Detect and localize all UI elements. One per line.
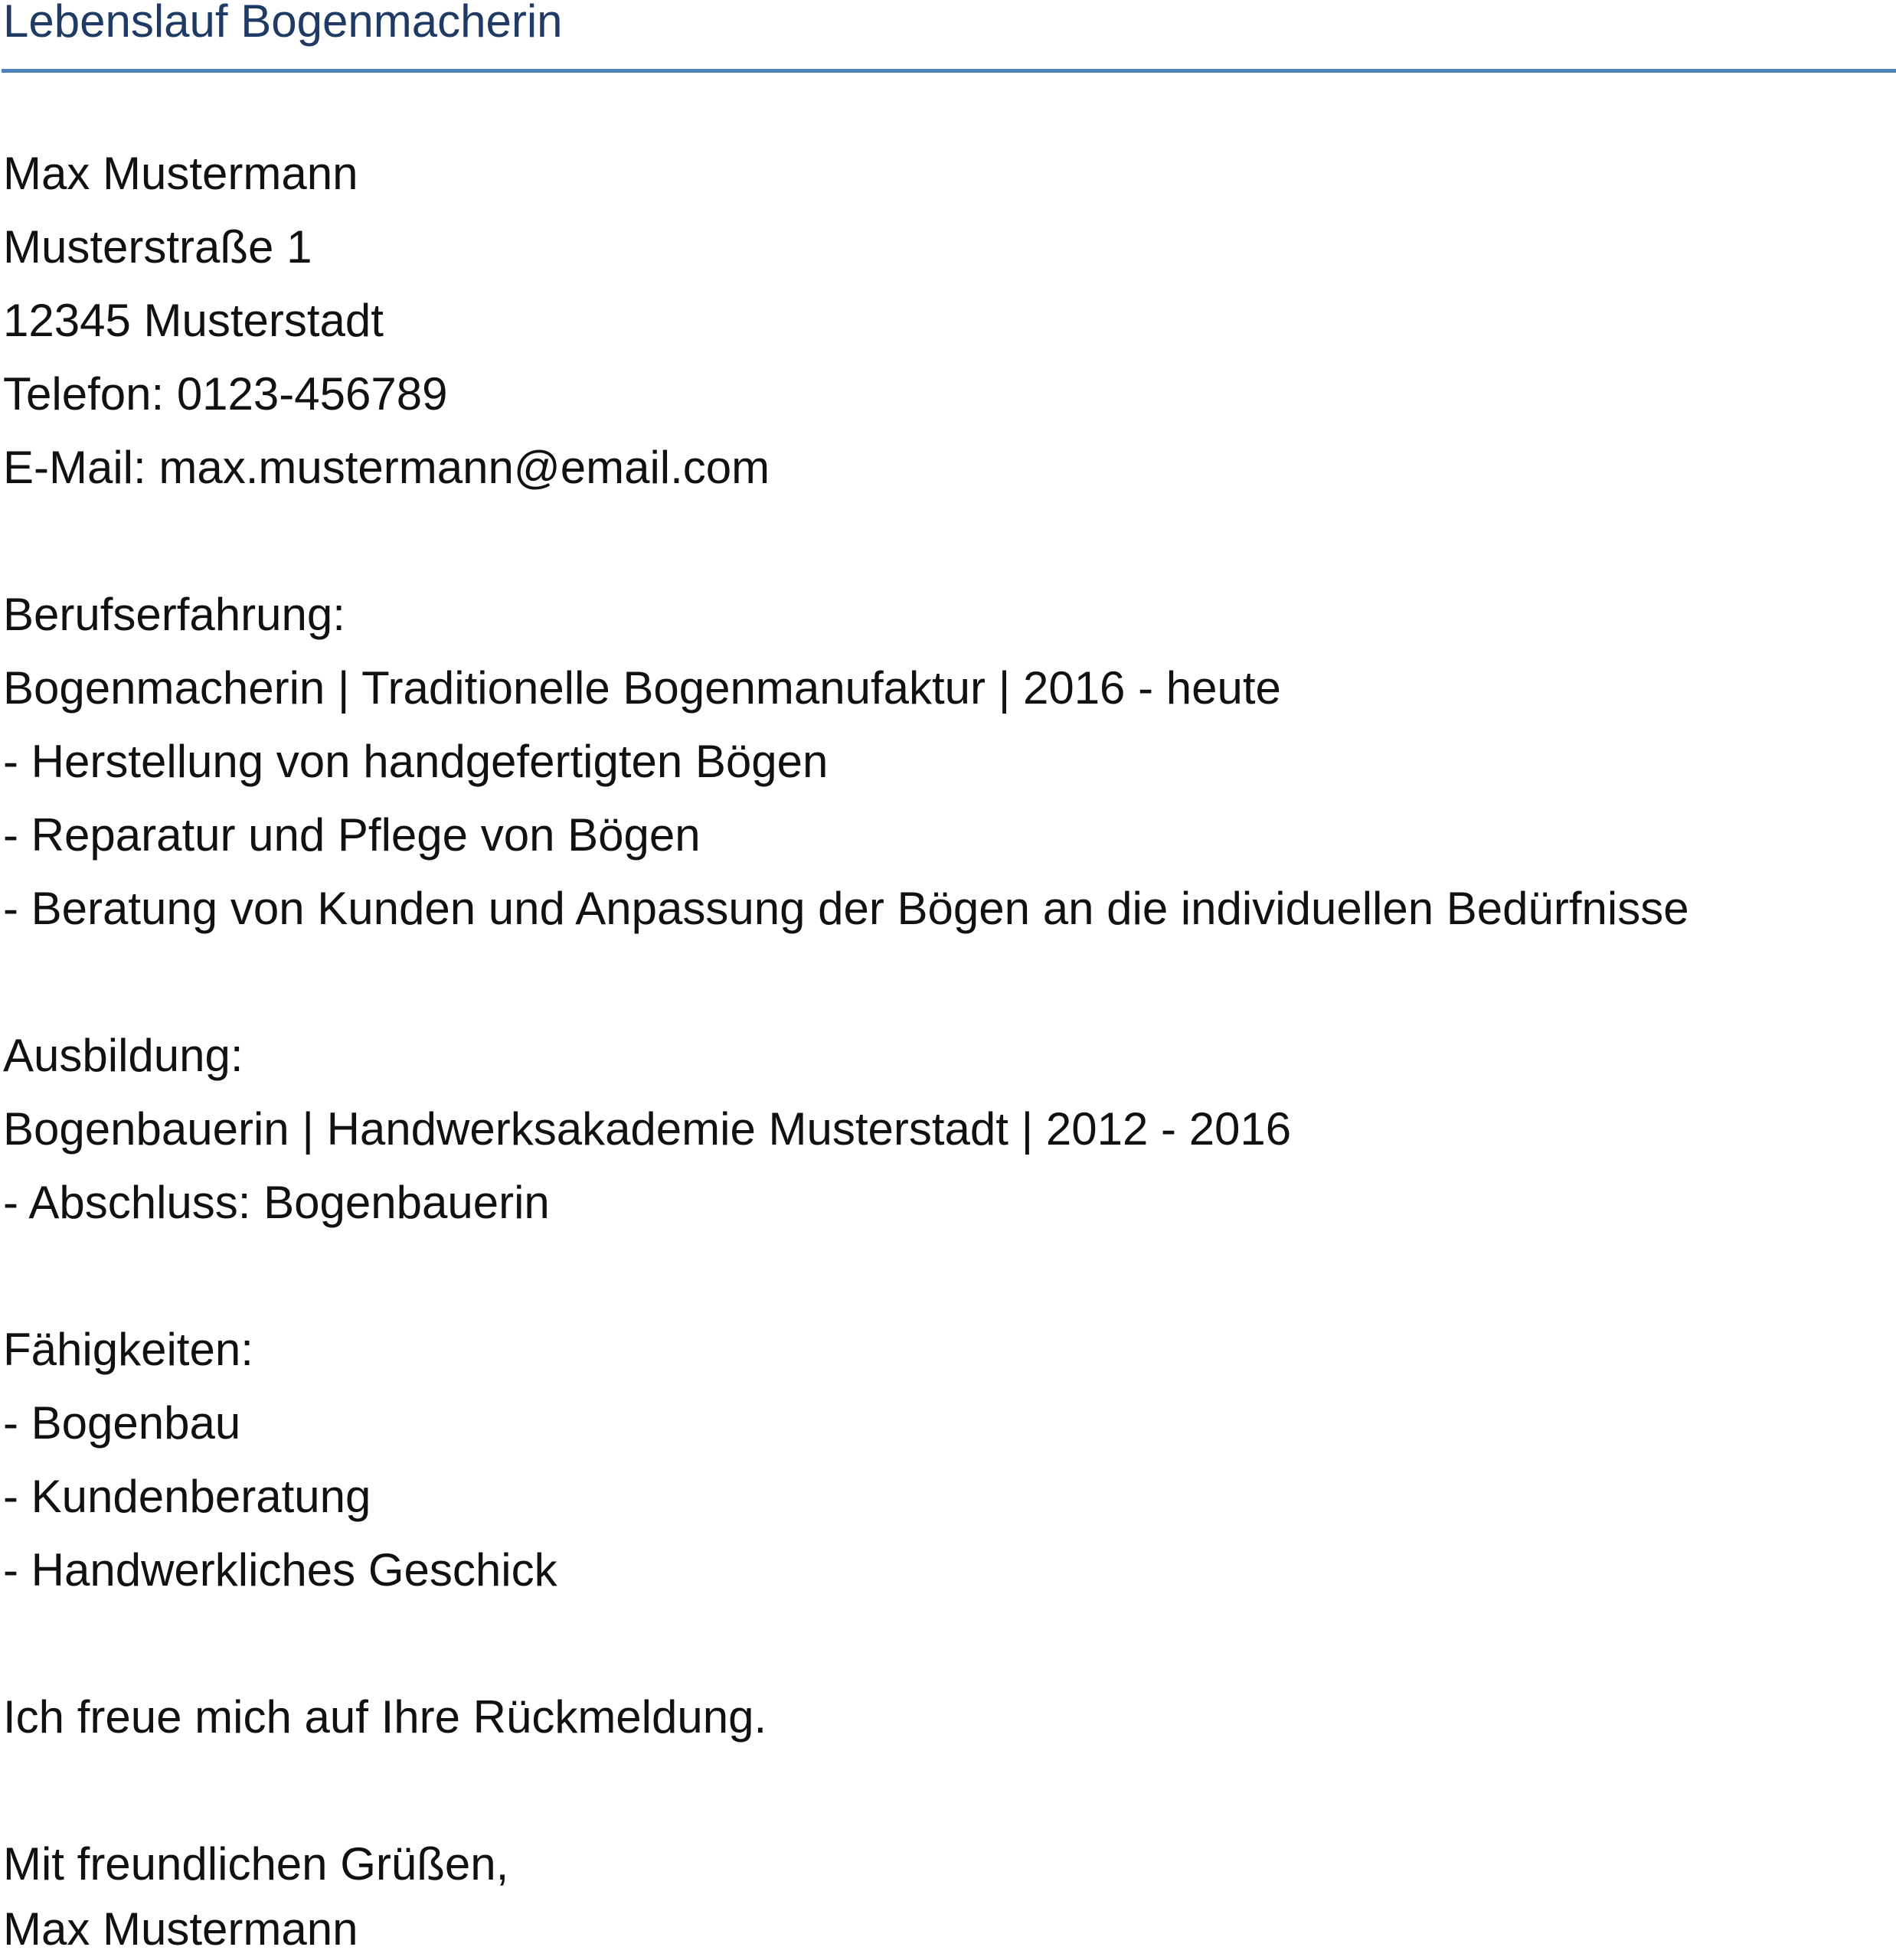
closing-sentence: Ich freue mich auf Ihre Rückmeldung. (3, 1691, 767, 1743)
document-title: Lebenslauf Bogenmacherin (3, 0, 563, 47)
closing-greeting: Mit freundlichen Grüßen, (3, 1838, 509, 1890)
education-item: - Abschluss: Bogenbauerin (3, 1177, 550, 1228)
contact-email: E-Mail: max.mustermann@email.com (3, 442, 770, 493)
skill-item: - Handwerkliches Geschick (3, 1544, 557, 1596)
skills-heading: Fähigkeiten: (3, 1324, 253, 1375)
contact-phone: Telefon: 0123-456789 (3, 368, 448, 420)
experience-item: - Beratung von Kunden und Anpassung der Bögen an die individuellen Bedürfnisse (3, 883, 1689, 934)
experience-item: - Reparatur und Pflege von Bögen (3, 809, 701, 861)
contact-street: Musterstraße 1 (3, 221, 312, 273)
signature-name: Max Mustermann (3, 1903, 358, 1955)
education-heading: Ausbildung: (3, 1030, 244, 1081)
experience-position: Bogenmacherin | Traditionelle Bogenmanufaktur | 2016 - heute (3, 662, 1281, 714)
contact-city: 12345 Musterstadt (3, 295, 384, 346)
experience-heading: Berufserfahrung: (3, 589, 345, 640)
title-underline (2, 69, 1896, 73)
contact-name: Max Mustermann (3, 148, 358, 199)
experience-item: - Herstellung von handgefertigten Bögen (3, 736, 829, 787)
skill-item: - Kundenberatung (3, 1471, 371, 1522)
skill-item: - Bogenbau (3, 1397, 241, 1449)
education-entry: Bogenbauerin | Handwerksakademie Musterstadt | 2012 - 2016 (3, 1103, 1292, 1155)
